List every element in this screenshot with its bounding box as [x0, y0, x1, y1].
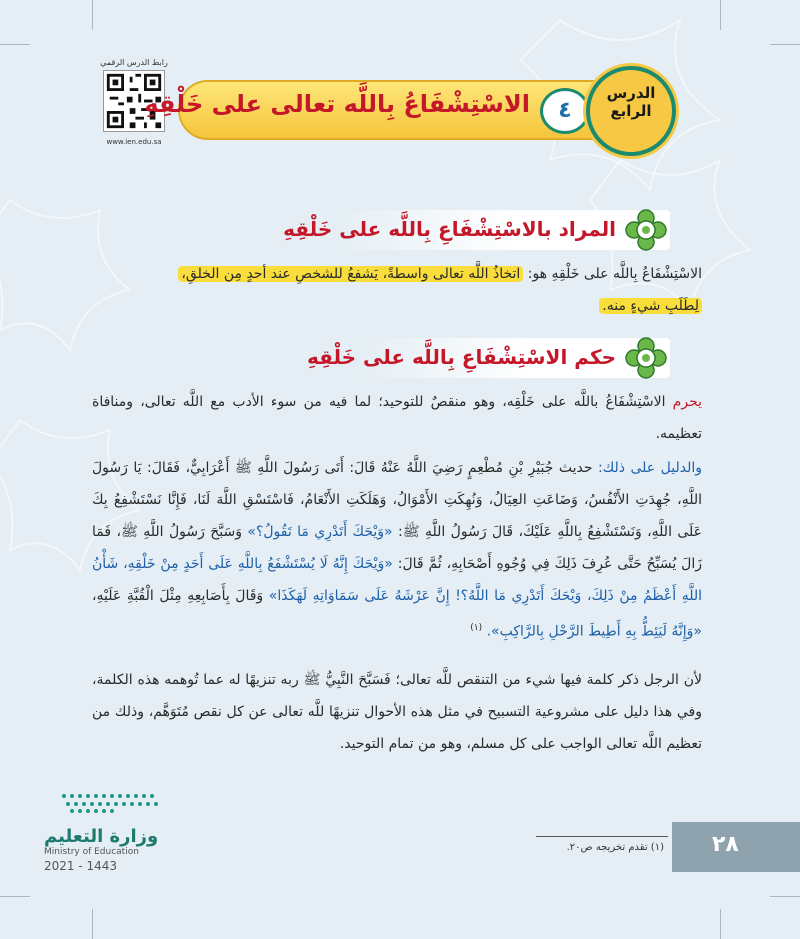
ministry-dots-icon — [60, 790, 164, 814]
lesson-title: الاسْتِشْفَاعُ بِاللَّه تعالى على خَلْقِهِ — [144, 90, 530, 118]
evidence-label: والدليل على ذلك: — [597, 460, 702, 476]
crop-mark — [0, 896, 30, 897]
evidence-text-2: وَسَبَّحَ رَسُولُ اللَّهِ ﷺ، فَمَا زَالَ يُسَبِّحُ حَتَّى عُرِفَ ذَلِكَ فِي وُجُوهِ أَصْحَابِهِ، ثُمَّ قَالَ: — [92, 524, 702, 572]
crop-mark — [92, 0, 93, 30]
explanation-paragraph — [92, 664, 702, 760]
ruling-text: الاسْتِشْفَاعُ باللَّه على خَلْقِه، وهو منقصٌ للتوحيد؛ لما فيه من سوء الأدب مع اللَّه تعالى، ومنافاة تعظيمه. — [92, 394, 702, 442]
lesson-badge-label: الدرس — [606, 84, 656, 102]
hadith-quote-2: «وَيْحَكَ إِنَّهُ لَا يُسْتَشْفَعُ بِاللَّهِ عَلَى أَحَدٍ مِنْ خَلْقِهِ، شَأْنُ اللَّهِ أَعْظَمُ مِنْ ذَلِكَ، وَيْحَكَ أَتَدْرِي مَا اللَّهُ؟! إِنَّ عَرْشَهُ عَلَى سَمَاوَاتِهِ لَهَكَذَا» — [92, 556, 702, 604]
crop-mark — [720, 909, 721, 939]
section-heading-ruling — [306, 338, 670, 378]
explanation-text: لأن الرجل ذكر كلمة فيها شيء من التنقص للَّه تعالى؛ فَسَبَّحَ النَّبِيُّ ﷺ ربه تنزيهًا له عما تُوهمه هذه الكلمة، وفي هذا دليل على مشروعية التسبيح في مثل هذه الأحوال تنزيهًا للَّه تعالى عن كل نقص مُتَوَهَّم، وذلك من تعظيم اللَّه تعالى الواجب على كل مسلم، وهو من تمام التوحيد. — [92, 672, 702, 752]
ruling-paragraph — [92, 386, 702, 450]
lesson-title-banner — [144, 80, 602, 140]
flower-ornament-icon — [624, 336, 668, 380]
section-heading-meaning — [283, 210, 670, 250]
page-number-tab — [672, 822, 800, 872]
page-number: ٢٨ — [712, 832, 739, 857]
definition-lead: الاسْتِشْفَاعُ بِاللَّه على خَلْقِهِ هو: — [527, 266, 702, 282]
crop-mark — [770, 44, 800, 45]
evidence-text: حديث جُبَيْرِ بْنِ مُطْعِمٍ رَضِيَ اللَّهُ عَنْهُ قَالَ: أَتَى رَسُولَ اللَّهِ ﷺ أَعْرَابِيٌّ، فَقَالَ: يَا رَسُولَ اللَّهِ، جُهِدَتِ الأَنْفُسُ، وَضَاعَتِ العِيَالُ، وَنُهِكَتِ الأَمْوَالُ، وَهَلَكَتِ الأَنْعَامُ، فَاسْتَسْقِ اللَّهَ لَنَا، فَإِنَّا نَسْتَشْفِعُ بِكَ عَلَى اللَّهِ، وَنَسْتَشْفِعُ بِاللَّهِ عَلَيْكَ، قَالَ رَسُولُ اللَّهِ ﷺ: — [92, 460, 702, 540]
footnote-divider — [536, 836, 668, 837]
footnote: (١) تقدم تخريجه ص٢٠. — [566, 842, 664, 853]
lesson-badge — [586, 66, 676, 156]
ruling-keyword: يحرم — [672, 394, 702, 410]
definition-paragraph — [92, 258, 702, 322]
edition-year: 2021 - 1443 — [44, 859, 118, 873]
footnote-marker: (١) — [470, 623, 483, 633]
lesson-badge-ordinal: الرابع — [610, 102, 652, 120]
definition-highlight: اتخاذُ اللَّه تعالى واسطةً، يَشفعُ للشخصِ عند أحدٍ مِن الخلقِ، — [178, 266, 523, 282]
crop-mark — [0, 44, 30, 45]
ministry-logo — [44, 790, 164, 873]
ministry-name-en: Ministry of Education — [44, 847, 139, 857]
flower-ornament-icon — [624, 208, 668, 252]
evidence-paragraph — [92, 452, 702, 648]
ministry-name-ar: وزارة التعليم — [44, 826, 159, 847]
qr-caption: رابط الدرس الرقمي — [100, 58, 168, 67]
crop-mark — [720, 0, 721, 30]
definition-highlight-end: لِطَلَبِ شيءٍ منه. — [599, 298, 702, 314]
crop-mark — [770, 896, 800, 897]
hadith-quote-3: «وَإِنَّهُ لَيَئِطُّ بِهِ أَطِيطَ الرَّحْلِ بِالرَّاكِبِ». — [486, 623, 702, 640]
section-heading-text: المراد بالاسْتِشْفَاعِ بِاللَّه على خَلْقِهِ — [283, 217, 616, 241]
crop-mark — [92, 909, 93, 939]
lesson-number: ٤ — [540, 88, 590, 134]
qr-url[interactable]: www.ien.edu.sa — [106, 138, 162, 146]
evidence-text-3: وَقَالَ بِأَصَابِعِهِ مِثْلَ الْقُبَّةِ عَلَيْهِ، — [92, 588, 264, 604]
hadith-quote-1: «وَيْحَكَ أَتَدْرِي مَا تَقُولُ؟» — [247, 524, 393, 540]
section-heading-text: حكم الاسْتِشْفَاعِ بِاللَّه على خَلْقِهِ — [306, 345, 616, 369]
